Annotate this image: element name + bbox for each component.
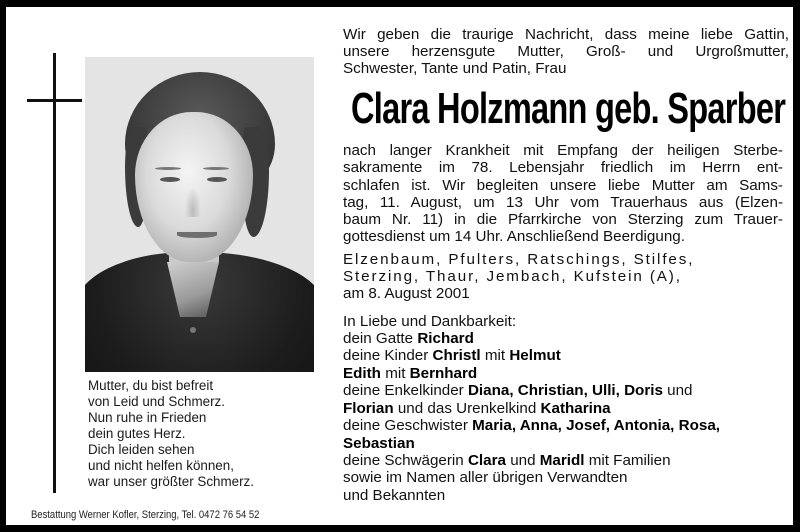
poem-line: war unser größter Schmerz. bbox=[88, 474, 254, 489]
poem-line: und nicht helfen können, bbox=[88, 458, 234, 473]
poem-line: von Leid und Schmerz. bbox=[88, 394, 225, 409]
intro-line: Wir geben die traurige Nachricht, dass meine liebe Gattin, bbox=[343, 26, 789, 43]
spouse-name: Richard bbox=[417, 330, 474, 348]
great-grandchild-name: Katharina bbox=[540, 399, 611, 417]
label: dein Gatte bbox=[343, 330, 418, 348]
photo-mouth bbox=[177, 232, 217, 238]
poem-line: Dich leiden sehen bbox=[88, 442, 195, 457]
sister-in-law-name: Maridl bbox=[539, 451, 585, 469]
label: deine Schwägerin bbox=[343, 451, 468, 469]
cross-horizontal-bar bbox=[27, 99, 82, 102]
body-line: schlafen ist. Wir begleiten unsere liebe Mutter am Sams- bbox=[343, 176, 783, 194]
date-line: am 8. August 2001 bbox=[343, 285, 470, 303]
child-name: Christl bbox=[432, 347, 481, 365]
family-list bbox=[343, 313, 789, 504]
connector: und bbox=[662, 382, 693, 400]
family-row-siblings bbox=[343, 417, 789, 434]
places-line: Sterzing, Thaur, Jembach, Kufstein (A), bbox=[343, 268, 682, 286]
poem-line: Mutter, du bist befreit bbox=[88, 378, 214, 393]
label: deine Kinder bbox=[343, 347, 433, 365]
connector: und bbox=[505, 451, 540, 469]
grandchildren-names: Diana, Christian, Ulli, Doris bbox=[467, 382, 663, 400]
intro-line: Schwester, Tante und Patin, Frau bbox=[343, 60, 567, 77]
photo-brow-left bbox=[155, 167, 181, 170]
photo-eye-left bbox=[160, 177, 180, 182]
family-row-sisters-in-law bbox=[343, 452, 789, 469]
intro-line: unsere herzensgute Mutter, Groß- und Urgroßmutter, bbox=[343, 43, 789, 60]
sibling-name: Sebastian bbox=[343, 434, 415, 452]
family-row-siblings-2 bbox=[343, 435, 789, 452]
cross-vertical-bar bbox=[53, 53, 56, 493]
photo-nose bbox=[185, 187, 201, 217]
body-line: sakramente im 78. Lebensjahr friedlich im Herrn ent- bbox=[343, 159, 783, 177]
deceased-name: Clara Holzmann geb. Sparber bbox=[351, 84, 786, 133]
label: und das Urenkelkind bbox=[393, 399, 541, 417]
announcement-body bbox=[343, 142, 789, 246]
body-line: baum Nr. 11) in die Pfarrkirche von Sterzing zum Trauer- bbox=[343, 211, 783, 229]
body-line: nach langer Krankheit mit Empfang der heiligen Sterbe- bbox=[343, 142, 783, 159]
announcement-column bbox=[343, 26, 789, 504]
child-name: Edith bbox=[343, 364, 381, 382]
partner-name: Bernhard bbox=[409, 364, 478, 382]
partner-name: Helmut bbox=[509, 347, 561, 365]
poem-line: dein gutes Herz. bbox=[88, 426, 186, 441]
body-line: gottesdienst um 14 Uhr. Anschließend Beerdigung. bbox=[343, 228, 685, 246]
label: deine Geschwister bbox=[343, 417, 473, 435]
places-and-date bbox=[343, 251, 789, 303]
photo-eye-right bbox=[207, 177, 227, 182]
sibling-names: Maria, Anna, Josef, Antonia, Rosa, bbox=[472, 417, 720, 435]
places-line: Elzenbaum, Pfulters, Ratschings, Stilfes, bbox=[343, 250, 695, 268]
photo-brow-right bbox=[203, 167, 229, 170]
poem-line: Nun ruhe in Frieden bbox=[88, 410, 207, 425]
family-closing-line: und Bekannten bbox=[343, 486, 446, 504]
family-closing-line: sowie im Namen aller übrigen Verwandten bbox=[343, 469, 628, 487]
family-row-children-2 bbox=[343, 365, 789, 382]
family-heading: In Liebe und Dankbarkeit: bbox=[343, 312, 517, 330]
photo-jacket-button bbox=[190, 327, 196, 333]
label: mit Familien bbox=[584, 451, 671, 469]
funeral-home-credit: Bestattung Werner Kofler, Sterzing, Tel. 0472 76 54 52 bbox=[31, 509, 260, 521]
body-line: tag, 11. August, um 13 Uhr vom Trauerhaus aus (Elzen- bbox=[343, 193, 783, 211]
family-row-grandchildren-2 bbox=[343, 400, 789, 417]
grandchild-name: Florian bbox=[343, 399, 394, 417]
connector: mit bbox=[380, 364, 410, 382]
portrait-photo bbox=[85, 57, 314, 372]
obituary-notice bbox=[6, 7, 793, 525]
memorial-poem bbox=[88, 378, 254, 490]
announcement-intro bbox=[343, 26, 789, 77]
family-row-spouse bbox=[343, 330, 789, 347]
label: deine Enkelkinder bbox=[343, 382, 468, 400]
family-row-grandchildren bbox=[343, 382, 789, 399]
connector: mit bbox=[480, 347, 510, 365]
sister-in-law-name: Clara bbox=[467, 451, 506, 469]
family-row-children bbox=[343, 347, 789, 364]
